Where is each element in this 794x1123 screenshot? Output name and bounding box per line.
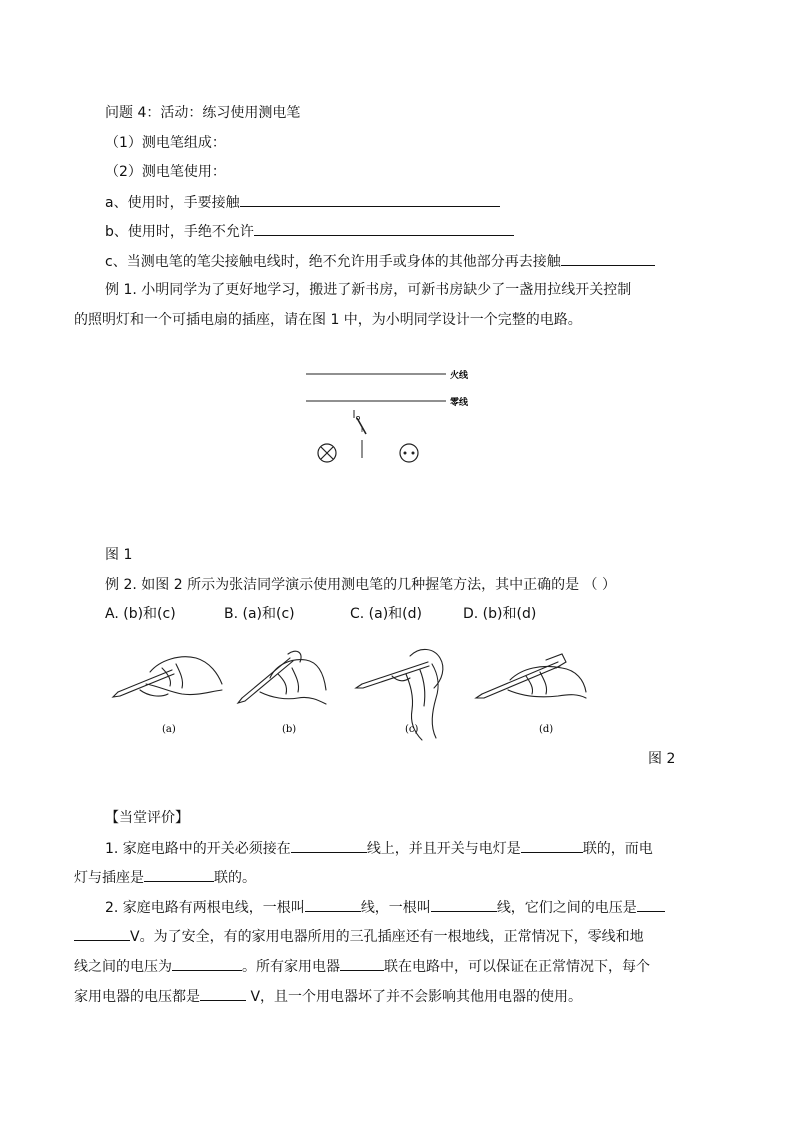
q4-line-b (105, 220, 514, 242)
example-1-line-2: 的照明灯和一个可插电扇的插座，请在图 1 中，为小明同学设计一个完整的电路。 (74, 312, 582, 328)
answer-blank[interactable] (521, 837, 583, 853)
eval-q2-text-9: V，且一个用电器坏了并不会影响其他用电器的使用。 (246, 989, 583, 1005)
eval-q2-line-4 (74, 985, 582, 1007)
answer-blank[interactable] (431, 896, 497, 912)
answer-blank[interactable] (340, 955, 384, 971)
option-d[interactable]: D. (b)和(d) (463, 606, 537, 622)
answer-blank[interactable] (637, 896, 665, 912)
example-2-question: 例 2. 如图 2 所示为张洁同学演示使用测电笔的几种握笔方法，其中正确的是 （ ） (105, 577, 616, 593)
q4-line-a (105, 191, 500, 213)
eval-q2-line-1 (105, 896, 665, 918)
q4-line-a-text: a、使用时，手要接触 (105, 195, 240, 211)
live-wire-label: 火线 (450, 371, 469, 381)
figure-2-caption: 图 2 (648, 751, 676, 767)
neutral-wire-label: 零线 (450, 398, 469, 408)
eval-q1-line-2 (74, 866, 256, 888)
eval-q2-text-3: 线，它们之间的电压是 (496, 900, 637, 916)
q4-line-c-text: c、当测电笔的笔尖接触电线时，绝不允许用手或身体的其他部分再去接触 (105, 254, 561, 270)
q4-item-2: （2）测电笔使用： (105, 164, 226, 180)
eval-q2-text-6: 。所有家用电器 (242, 959, 340, 975)
sub-label-a: (a) (162, 724, 176, 735)
answer-blank[interactable] (254, 220, 514, 236)
eval-q1-text-1: 1. 家庭电路中的开关必须接在 (105, 841, 291, 857)
eval-q1-text-4: 灯与插座是 (74, 870, 144, 886)
q4-line-c (105, 250, 655, 272)
option-a[interactable]: A. (b)和(c) (105, 606, 176, 622)
q4-title: 问题 4：活动：练习使用测电笔 (105, 105, 301, 121)
hand-grip-b-image (238, 651, 326, 704)
answer-blank[interactable] (305, 896, 361, 912)
answer-blank[interactable] (291, 837, 367, 853)
eval-q2-line-2 (74, 925, 644, 947)
eval-q2-text-1: 2. 家庭电路有两根电线，一根叫 (105, 900, 305, 916)
eval-q2-text-4: V。为了安全，有的家用电器所用的三孔插座还有一根地线，正常情况下，零线和地 (130, 929, 644, 945)
answer-blank[interactable] (172, 955, 242, 971)
eval-q1-text-3: 联的，而电 (582, 841, 653, 857)
q4-line-b-text: b、使用时，手绝不允许 (105, 224, 254, 240)
eval-q1-text-5: 联的。 (214, 870, 256, 886)
answer-blank[interactable] (200, 985, 246, 1001)
answer-blank[interactable] (240, 191, 500, 207)
eval-q2-text-2: 线，一根叫 (360, 900, 431, 916)
eval-q2-text-7: 联在电路中，可以保证在正常情况下，每个 (384, 959, 650, 975)
socket-icon (400, 444, 418, 462)
answer-blank[interactable] (144, 866, 214, 882)
example-1-line-1: 例 1. 小明同学为了更好地学习，搬进了新书房，可新书房缺少了一盏用拉线开关控制 (105, 282, 632, 298)
eval-q1-line-1 (105, 837, 653, 859)
hand-grip-d-image (476, 654, 586, 698)
eval-q2-text-8: 家用电器的电压都是 (74, 989, 200, 1005)
evaluation-heading: 【当堂评价】 (105, 810, 189, 826)
figure-1-circuit (300, 360, 490, 470)
lamp-icon (318, 444, 336, 462)
q4-item-1: （1）测电笔组成： (105, 135, 226, 151)
eval-q2-text-5: 线之间的电压为 (74, 959, 172, 975)
hand-grip-a-image (113, 657, 222, 697)
eval-q2-line-3 (74, 955, 650, 977)
figure-2-hands (110, 640, 600, 745)
sub-label-c: (c) (405, 724, 419, 735)
pull-switch-icon (354, 410, 366, 458)
answer-blank[interactable] (74, 925, 130, 941)
hand-grip-c-image (356, 649, 443, 740)
eval-q1-text-2: 线上，并且开关与电灯是 (366, 841, 521, 857)
sub-label-b: (b) (282, 724, 297, 735)
sub-label-d: (d) (539, 724, 554, 735)
option-c[interactable]: C. (a)和(d) (350, 606, 422, 622)
answer-blank[interactable] (561, 250, 655, 266)
option-b[interactable]: B. (a)和(c) (224, 606, 295, 622)
figure-1-caption: 图 1 (105, 547, 133, 563)
